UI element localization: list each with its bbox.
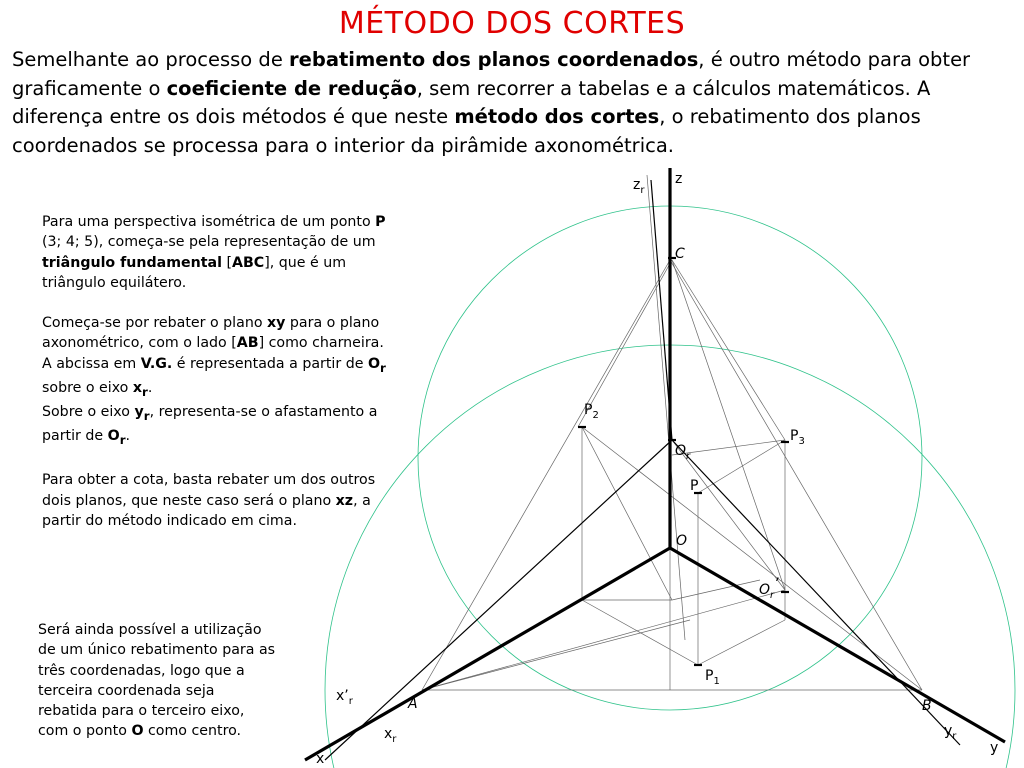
text-run: ] como charneira. (258, 335, 384, 352)
text-run: r (119, 432, 126, 447)
text-run: para o plano axonométrico, com o lado [ (42, 315, 380, 352)
label-y: y (990, 740, 999, 756)
text-run: Começa-se por rebater o plano (42, 315, 268, 332)
label-P3: $P_3$ (790, 428, 805, 447)
text-run: Será ainda possível a utilização de um único rebatimento para as três coordenadas, logo que a terceira coordenada seja rebatida para o terceiro eixo, com o ponto (38, 622, 276, 740)
text-run: O (131, 723, 144, 740)
text-run: , a partir do método indicado em cima. (42, 492, 371, 529)
label-zr: $z_r$ (633, 177, 645, 196)
label-B: B (922, 698, 932, 714)
text-run: Sobre o eixo (42, 404, 135, 421)
text-run: O (107, 428, 120, 445)
label-z: z (675, 171, 683, 187)
text-run: [ (221, 254, 232, 271)
text-run: y (134, 404, 144, 421)
text-run: triângulo fundamental (42, 254, 222, 271)
construction-lines (422, 175, 922, 690)
text-run: . (125, 428, 131, 445)
text-run: AB (236, 335, 259, 352)
text-run: , sem recorrer a tabelas e a cálculos matemáticos. A diferença entre os dois métodos é que neste (12, 76, 931, 128)
text-run: sobre o eixo (42, 379, 133, 396)
text-run: xz (335, 492, 354, 509)
label-P: P (690, 478, 699, 494)
axis-y (670, 548, 1005, 742)
label-A: A (408, 696, 418, 712)
text-run: r (142, 384, 148, 399)
text-run: , representa-se o afastamento a partir de (42, 404, 378, 445)
text-run: r (380, 360, 386, 375)
page-title: MÉTODO DOS CORTES (338, 6, 686, 41)
label-xr: $x_r$ (384, 726, 397, 745)
text-run: rebatimento dos planos coordenados (289, 48, 699, 71)
text-run: (3; 4; 5), começa-se pela representação de um (42, 234, 376, 251)
label-P2: $P_2$ (584, 402, 599, 421)
text-run: , é outro método para obter graficamente o (12, 48, 971, 100)
text-run: P (375, 214, 386, 230)
point-ticks (578, 258, 789, 665)
label-P1: $P_1$ (705, 668, 720, 687)
text-run: O (367, 355, 381, 372)
text-run: Para uma perspectiva isométrica de um ponto (42, 214, 376, 230)
text-run: x (132, 379, 143, 396)
text-run: . (147, 379, 153, 396)
label-Or: $O_r$ (675, 443, 691, 462)
text-run: ], que é um triângulo equilátero. (42, 254, 347, 291)
text-run: como centro. (143, 723, 242, 740)
text-run: ABC (232, 254, 265, 271)
label-O: O (676, 533, 688, 549)
label-xr-prime: $x’_r$ (336, 688, 353, 707)
text-run: método dos cortes (454, 105, 660, 128)
label-C: C (675, 246, 685, 262)
text-run: xy (267, 315, 286, 332)
label-Or-prime: $O_r$’ (759, 576, 779, 601)
text-run: , o rebatimento dos planos coordenados se processa para o interior da pirâmide axonométrica. (12, 105, 921, 157)
main-axes (305, 168, 1005, 760)
axis-yr (672, 440, 960, 745)
text-run: r (143, 408, 150, 423)
text-run: V.G. (140, 355, 173, 372)
label-yr: $y_r$ (944, 723, 957, 742)
text-run: coeficiente de redução (166, 76, 417, 100)
text-run: é representada a partir de (172, 355, 368, 372)
rebatimento-axes (325, 180, 960, 760)
text-run: Para obter a cota, basta rebater um dos outros dois planos, que neste caso será o plano (42, 472, 376, 509)
text-run: Semelhante ao processo de (12, 48, 290, 71)
label-x: x (316, 751, 325, 767)
text-run: A abcissa em (42, 355, 141, 372)
